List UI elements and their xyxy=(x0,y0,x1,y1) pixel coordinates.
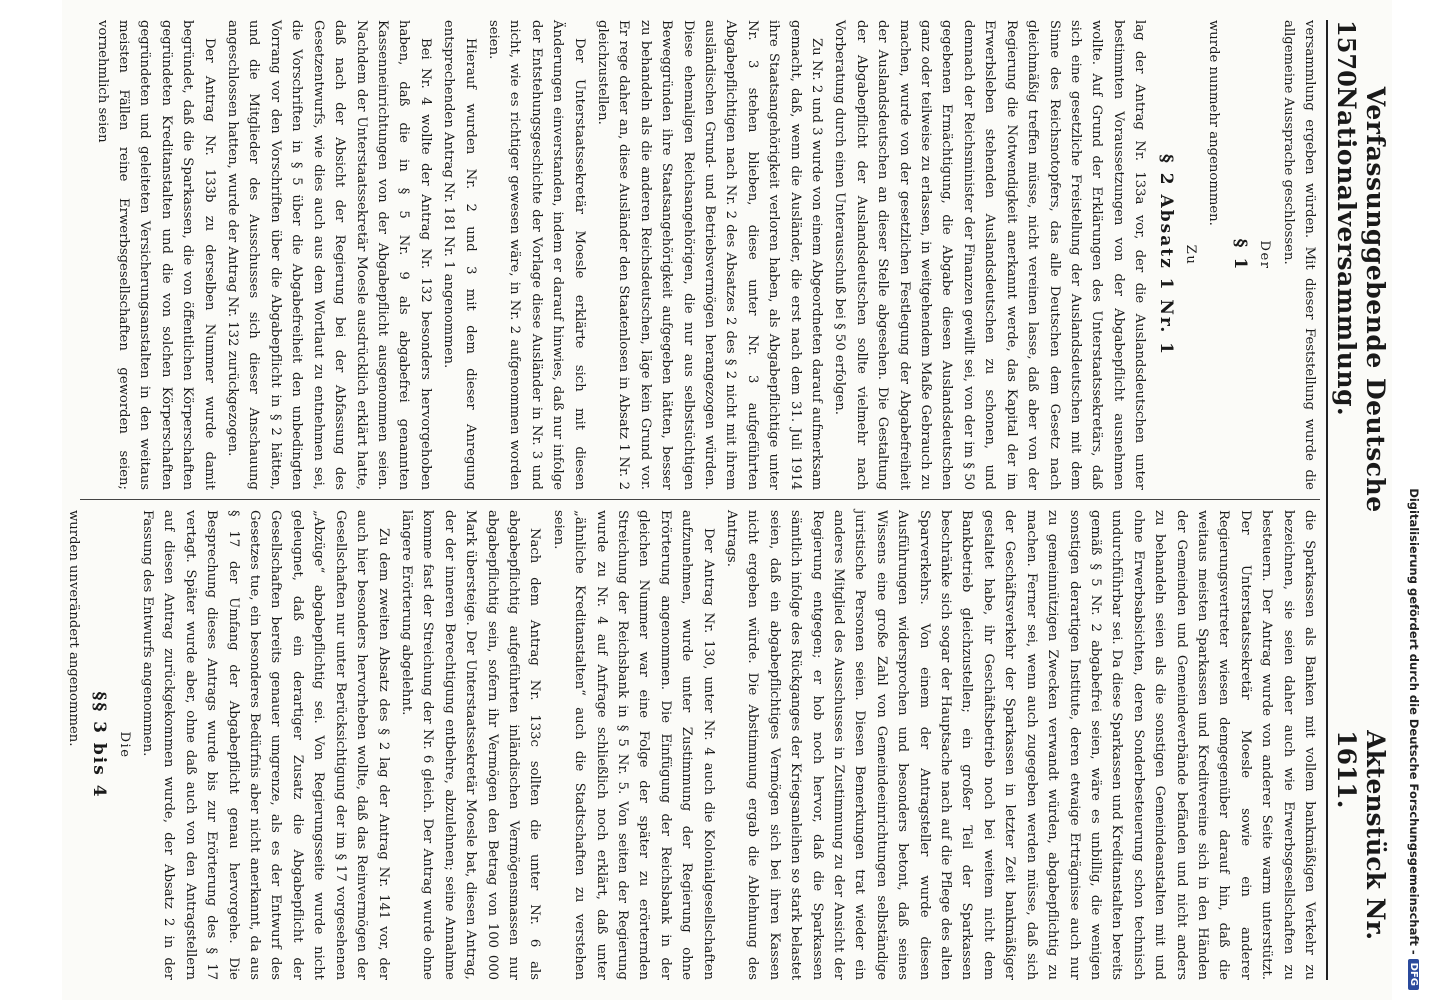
paragraph: Der Antrag Nr. 133b zu derselben Nummer wurde damit begründet, daß die Sparkassen, die von öffentlichen Körperschaften gegründeten Kreditanstalten und die von solchen Körperschaften gegründeten und geleiteten Versicherungsanstalten in den weitaus meisten Fällen reine Erwerbsgesellschaften geworden seien; vornehmlich seien xyxy=(94,20,217,490)
centered-word: Zu xyxy=(1182,244,1198,266)
document-number: Aktenstück Nr. 1611. xyxy=(1332,730,1390,941)
paragraph: Bei Nr. 4 wollte der Antrag Nr. 132 besonders hervorgehoben haben, daß die in § 5 Nr. 9 als abgabefrei genannten Kassenneinrichtungen von der Abgabepflicht ausgenommen seien. Nachdem der Unterstaatssekretär Moesle ausdrücklich erklärt hatte, daß nach der Absicht der Regierung bei der Abfassung des Gesetzentwurfs, wie dies auch aus dem Wortlaut zu entnehmen sei, die Vorschriften in § 5 über die Abgabefreiheit den unbedingten Vorrang vor den Vorschriften über die Abgabepflicht in § 2 hätten, und die Mitglieder des Ausschusses sich dieser Anschauung angeschlossen hatten, wurde der Antrag Nr. 132 zurückgezogen. xyxy=(225,20,433,490)
paragraph: Zu dem zweiten Absatz des § 2 lag der Antrag Nr. 141 vor, der auch hier besonders hervorheben wollte, daß das Reinvermögen der Gesellschaften nur unter Berücksichtigung der im § 17 vorgesehenen „Abzüge“ abgabepflichtig sei. Von Regierungsseite wurde nicht geleugnet, daß ein derartiger Zusatz die Abgabepflicht der Gesellschaften bereits genauer umgrenze, als es der Entwurf des Gesetzes tue, ein besonderes Bedürfnis aber nicht anerkannt, da aus § 17 der Umfang der Abgabepflicht genau hervorgehe. Die Besprechung dieses Antrags wurde bis zur Erörterung des § 17 vertagt. Später wurde aber, ohne daß auch von den Antragstellern auf diesen Antrag zurückgekommen wurde, der Absatz 2 in der Fassung des Entwurfs angenommen. xyxy=(140,510,391,980)
credit-text: Digitalisierung gefördert durch die Deutsche Forschungsgemeinschaft - xyxy=(1407,488,1421,955)
centered-word: Der xyxy=(1257,240,1273,270)
paragraph: Hierauf wurden Nr. 2 und 3 mit dem dieser Anregung entsprechenden Antrag Nr. 181 Nr. 1 angenommen. xyxy=(441,20,478,490)
paragraph: lag der Antrag Nr. 133a vor, der die Auslandsdeutschen unter bestimmten Voraussetzungen von der Abgabepflicht ausnehmen wollte. Auf Grund der Erklärungen des Unterstaatssekretärs, daß sich eine gesetzliche Freistellung der Auslandsdeutschen mit dem Sinne des Reichsnotopfers, das alle Deutschen dem Gesetz nach gleichmäßig treffen müsse, nicht vereinen lasse, daß aber von der Regierung die Notwendigkeit anerkannt werde, das Kapital der im Erwerbsleben stehenden Auslandsdeutschen zu schonen, und demnach der Reichsminister der Finanzen gewillt sei, von der im § 50 gegebenen Ermächtigung, die Abgabe diesen Auslandsdeutschen ganz oder teilweise zu erlassen, in weitgehendem Maße Gebrauch zu machen, wurde von der gesetzlichen Festlegung der Abgabefreiheit der Auslandsdeutschen an dieser Stelle abgesehen. Die Gestaltung der Abgabepflicht der Auslandsdeutschen sollte vielmehr nach Vorberatung durch einen Unterausschuß bei § 50 erfolgen. xyxy=(832,20,1148,490)
digitization-credit xyxy=(1400,10,1434,990)
page-header xyxy=(1326,20,1390,980)
section-heading: § 2 Absatz 1 Nr. 1 xyxy=(1155,154,1176,356)
paragraph: Zu Nr. 2 und 3 wurde von einem Abgeordneten darauf aufmerksam gemacht, daß, wenn die Ausländer, die erst nach dem 31. Juli 1914 ihre Staatsangehörigkeit verloren haben, als Abgabepflichtige unter Nr. 3 stehen blieben, diese unter Nr. 3 aufgeführten Abgabepflichtigen nach Nr. 2 des Absatzes 2 des § 2 nicht mit ihrem ausländischen Grund- und Betriebsvermögen herangezogen würden. Diese ehemaligen Reichsangehörigen, die nur aus selbstsüchtigen Beweggründen ihre Staatsangehörigkeit aufgegeben hätten, besser zu behandeln als die anderen Reichsdeutschen, läge kein Grund vor. Er rege daher an, diese Ausländer den Staatenlosen in Absatz 1 Nr. 2 gleichzustellen. xyxy=(595,20,825,490)
right-column xyxy=(60,510,1320,980)
paragraph: versammlung ergeben würden. Mit dieser Feststellung wurde die allgemeine Aussprache geschlossen. xyxy=(1280,20,1317,490)
dfg-logo: DFG xyxy=(1409,959,1420,990)
section-heading: §§ 3 bis 4 xyxy=(89,691,110,799)
page-number: 1570 xyxy=(1332,20,1361,87)
paragraph: Nach dem Antrag Nr. 133c sollten die unter Nr. 6 als abgabepflichtig aufgeführten inländischen Vermögensmassen nur abgabepflichtig sein, sofern ihr Vermögen den Betrag von 100 000 Mark übersteige. Der Unterstaatssekretär Moesle bat, diesen Antrag, der der inneren Berechtigung entbehre, abzulehnen; seine Annahme komme fast der Streichung der Nr. 6 gleich. Der Antrag wurde ohne längere Erörterung abgelehnt. xyxy=(398,510,543,980)
centered-word: Die xyxy=(116,731,132,759)
paragraph: Der Antrag Nr. 130, unter Nr. 4 auch die Kolonialgesellschaften aufzunehmen, wurde unter Zustimmung der Regierung ohne Erörterung angenommen. Die Einfügung der Reichsbank in der gleichen Nummer war eine Folge der später zu erörternden Streichung der Reichsbank in § 5 Nr. 5. Von seiten der Regierung wurde zu Nr. 4 auf Anfrage schließlich noch erklärt, daß unter „ähnliche Kreditanstalten“ auch die Stadtschaften zu verstehen seien. xyxy=(550,510,716,980)
page-title: Verfassunggebende Deutsche Nationalversammlung. xyxy=(1332,86,1390,513)
column-divider xyxy=(80,499,1320,500)
paragraph: die Sparkassen als Banken mit vollem bankmäßigen Verkehr zu bezeichnen, sie seien daher auch wie Erwerbsgesellschaften zu besteuern. Der Antrag wurde von anderer Seite warm unterstützt. Der Unterstaatssekretär Moesle sowie ein anderer Regierungsvertreter wiesen demgegenüber darauf hin, daß die weitaus meisten Sparkassen und Kreditvereine sich in den Händen der Gemeinden und Gemeindeverbände befänden und nicht anders zu behandeln seien als die sonstigen Gemeindeanstalten mit und ohne Erwerbsabsichten, deren Sonderbesteuerung schon technisch undurchführbar sei. Da diese Sparkassen und Kreditanstalten bereits gemäß § 5 Nr. 2 abgabefrei seien, wäre es unbillig, die wenigen sonstigen derartigen Institute, deren etwaige Erträgnisse auch nur zu gemeinnützigen Zwecken verwandt würden, abgabepflichtig zu machen. Ferner sei, wenn auch zugegeben werden müsse, daß sich der Geschäftsverkehr der Sparkassen in letzter Zeit bankmäßiger gestaltet habe, ihr Geschäftsbetrieb noch bei weitem nicht dem Bankbetrieb gleichzustellen; ein großer Teil der Sparkassen beschränke sich sogar der Hauptsache nach auf die Pflege des alten Sparverkehrs. Von einem der Antragsteller wurde diesen Ausführungen widersprochen und besonders betont, daß seines Wissens eine große Zahl von Gemeindeeinrichtungen selbständige juristische Personen seien. Diesen Bemerkungen trat wieder ein anderes Mitglied des Ausschusses in Zustimmung zu der Ansicht der Regierung entgegen; er hob noch hervor, daß die Sparkassen sämtlich infolge des Rückganges der Kriegsanleihen so stark belastet seien, daß ein abgabepflichtiges Vermögen sich bei ihren Kassen nicht ergeben würde. Die Abstimmung ergab die Ablehnung des Antrags. xyxy=(724,510,1317,980)
paragraph: wurden unverändert angenommen. xyxy=(65,510,81,747)
left-column xyxy=(89,20,1320,490)
scanned-page xyxy=(62,0,1392,1000)
paragraph: wurde nunmehr angenommen. xyxy=(1206,20,1222,226)
paragraph: Der Unterstaatssekretär Moesle erklärte sich mit diesen Änderungen einverstanden, indem er darauf hinwies, daß nur infolge der Entstehungsgeschichte der Vorlage diese Ausländer in Nr. 3 und nicht, wie es richtiger gewesen wäre, in Nr. 2 aufgenommen worden seien. xyxy=(485,20,587,490)
section-heading: § 1 xyxy=(1229,238,1250,272)
